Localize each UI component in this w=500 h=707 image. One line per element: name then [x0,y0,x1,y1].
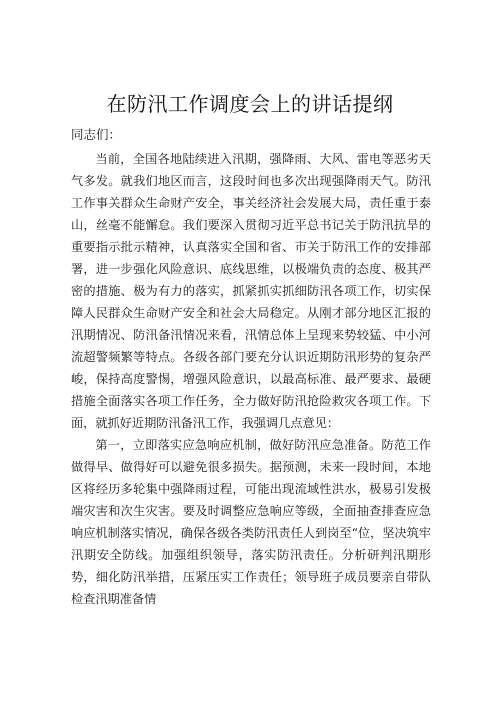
paragraph-point-one: 第一，立即落实应急响应机制，做好防汛应急准备。防范工作做得早、做得好可以避免很多损失。据预测，未来一段时间，本地区将经历多轮集中强降雨过程，可能出现流域性洪水，极易引发极端灾害和次生灾害。要及时调整应急响应等级，全面抽查排查应急响应机制落实情况，确保各级各类防汛责任人到岗至“位，坚决筑牢汛期安全防线。加强组织领导，落实防汛责任。分析研判汛期形势，细化防汛举措，压紧压实工作责任；领导班子成员要亲自带队检查汛期准备情 [71,438,431,606]
paragraph-intro: 当前，全国各地陆续进入汛期，强降雨、大风、雷电等恶劣天气多发。就我们地区而言，这段时间也多次出现强降雨天气。防汛工作事关群众生命财产安全，事关经济社会发展大局，责任重于泰山，丝毫不能懈怠。我们要深入贯彻习近平总书记关于防汛抗旱的重要指示批示精神，认真落实全国和省、市关于防汛工作的安排部署，进一步强化风险意识、底线思维，以极端负责的态度、极其严密的措施、极为有力的落实，抓紧抓实抓细防汛各项工作，切实保障人民群众生命财产安全和社会大局稳定。从刚才部分地区汇报的汛期情况、防汛备汛情况来看，汛情总体上呈现来势较猛、中小河流超警频繁等特点。各级各部门要充分认识近期防汛形势的复杂严峻，保持高度警惕，增强风险意识，以最高标准、最严要求、最硬措施全面落实各项工作任务，全力做好防汛抢险救灾各项工作。下面，就抓好近期防汛备汛工作，我强调几点意见： [71,152,431,430]
document-body [71,148,431,610]
document-title: 在防汛工作调度会上的讲话提纲 [106,92,394,116]
salutation: 同志们： [71,127,122,142]
